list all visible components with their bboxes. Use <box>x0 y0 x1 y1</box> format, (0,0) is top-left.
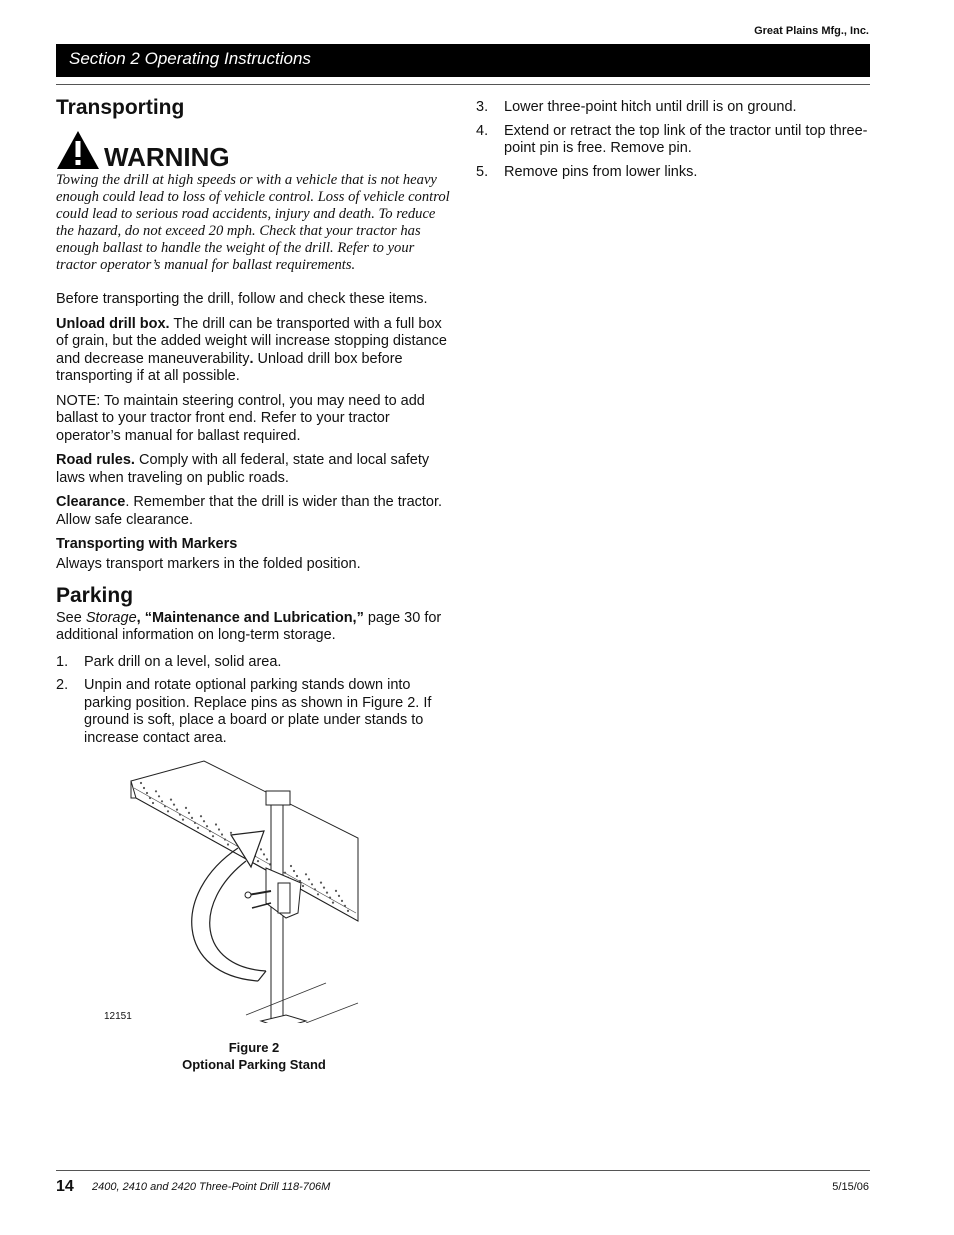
road-rules-text: Comply with all federal, state and local safety laws when traveling on public roads. <box>56 452 430 486</box>
step-number: 3. <box>476 99 489 115</box>
frame-hole <box>284 872 286 874</box>
frame-hole <box>344 905 346 907</box>
unload-text-1: The drill can be transported with a full box of grain, but the added weight will increase stopping distance and decrease maneuverability <box>56 315 447 367</box>
parking-stand-illustration <box>126 753 366 1023</box>
frame-hole <box>311 883 313 885</box>
parking-steps-list <box>56 654 452 748</box>
list-item <box>476 164 870 182</box>
unload-text-2: Unload drill box before transporting if at all possible. <box>56 350 403 384</box>
step-text: Extend or retract the top link of the tractor until top three-point pin is free. Remove pin. <box>504 122 868 156</box>
figure-id: 12151 <box>104 1011 132 1022</box>
frame-hole <box>185 807 187 809</box>
frame-hole <box>167 810 169 812</box>
frame-hole <box>191 817 193 819</box>
frame-hole <box>194 822 196 824</box>
frame-hole <box>335 890 337 892</box>
transporting-heading: Transporting <box>56 96 185 119</box>
figure-label: Figure 2 <box>228 1040 280 1055</box>
left-column <box>56 96 452 1083</box>
see-text: See <box>56 609 86 626</box>
unload-dot: . <box>249 350 254 367</box>
frame-hole <box>209 830 211 832</box>
frame-hole <box>143 787 145 789</box>
frame-hole <box>290 865 292 867</box>
warning-label: WARNING <box>104 142 230 172</box>
step-number: 5. <box>476 163 489 180</box>
warning-text: Towing the drill at high speeds or with a vehicle that is not heavy enough could lead to loss of vehicle control. Loss of vehicle control could lead to serious road accidents, injury and death. To reduce the hazard, do not exceed 20 mph. Check that your tractor has enough ballast to handle the weight of the drill. Refer to your tractor operator’s manual for ballast requirements. <box>56 172 450 273</box>
ref-comma: , <box>136 609 145 626</box>
frame-hole <box>203 820 205 822</box>
clearance-paragraph <box>56 494 452 529</box>
storage-ref: Storage <box>85 609 137 626</box>
frame-hole <box>212 835 214 837</box>
list-item <box>476 99 870 117</box>
frame-hole <box>170 799 172 801</box>
transport-intro: Before transporting the drill, follow and check these items. <box>56 291 428 307</box>
frame-hole <box>200 815 202 817</box>
frame-hole <box>206 825 208 827</box>
frame-hole <box>326 892 328 894</box>
footer-rule <box>56 1170 870 1171</box>
frame-hole <box>224 838 226 840</box>
frame-hole <box>320 882 322 884</box>
header-rule <box>56 84 870 85</box>
unload-paragraph <box>56 316 452 386</box>
frame-hole <box>329 897 331 899</box>
frame-hole <box>197 827 199 829</box>
frame-hole <box>146 792 148 794</box>
frame-hole <box>305 873 307 875</box>
frame-hole <box>221 833 223 835</box>
list-item <box>56 654 452 672</box>
frame-hole <box>302 885 304 887</box>
warning-header <box>56 126 452 170</box>
frame-hole <box>182 819 184 821</box>
frame-hole <box>308 878 310 880</box>
frame-hole <box>149 797 151 799</box>
step-text: Lower three-point hitch until drill is on ground. <box>504 99 797 115</box>
frame-hole <box>176 809 178 811</box>
frame-hole <box>317 893 319 895</box>
parking-heading: Parking <box>56 583 134 607</box>
frame-hole <box>164 805 166 807</box>
figure-2 <box>56 753 452 1083</box>
frame-hole <box>323 887 325 889</box>
document-date: 5/15/06 <box>832 1181 869 1193</box>
warning-triangle-icon <box>56 130 100 170</box>
frame-hole <box>227 843 229 845</box>
markers-text: Always transport markers in the folded position. <box>56 556 361 572</box>
frame-hole <box>161 800 163 802</box>
unload-label: Unload drill box. <box>56 315 170 332</box>
frame-hole <box>140 782 142 784</box>
list-item <box>56 677 452 747</box>
company-name: Great Plains Mfg., Inc. <box>754 25 869 37</box>
step-text: Unpin and rotate optional parking stands down into parking position. Replace pins as shown in Figure 2. If ground is soft, place a board or plate under stands to increase contact area. <box>84 677 432 746</box>
see-rest-text: page 30 for additional information on long-term storage. <box>56 609 442 643</box>
frame-hole <box>263 853 265 855</box>
right-column <box>476 99 870 187</box>
clearance-label: Clearance <box>56 494 126 510</box>
parking-steps-continued <box>476 99 870 181</box>
frame-hole <box>266 858 268 860</box>
frame-hole <box>230 832 232 834</box>
document-title: 2400, 2410 and 2420 Three-Point Drill 118-706M <box>92 1181 331 1193</box>
road-rules-label: Road rules. <box>56 452 135 468</box>
frame-hole <box>188 812 190 814</box>
frame-hole <box>257 860 259 862</box>
figure-caption-text: Optional Parking Stand <box>182 1057 326 1072</box>
frame-hole <box>341 900 343 902</box>
step-number: 4. <box>476 122 489 139</box>
frame-hole <box>260 848 262 850</box>
step-text: Park drill on a level, solid area. <box>84 653 282 670</box>
markers-heading: Transporting with Markers <box>56 536 238 552</box>
frame-hole <box>293 870 295 872</box>
section-header-bar <box>56 44 870 77</box>
parking-intro <box>56 610 452 645</box>
frame-hole <box>158 795 160 797</box>
section-title: Section 2 Operating Instructions <box>69 49 311 68</box>
maintenance-ref: “Maintenance and Lubrication,” <box>144 609 364 626</box>
frame-hole <box>218 828 220 830</box>
frame-hole <box>338 895 340 897</box>
frame-hole <box>347 910 349 912</box>
step-number: 1. <box>56 653 69 670</box>
frame-hole <box>173 804 175 806</box>
frame-hole <box>152 802 154 804</box>
step-number: 2. <box>56 677 69 693</box>
step-text: Remove pins from lower links. <box>504 163 698 180</box>
frame-hole <box>332 902 334 904</box>
road-rules-paragraph <box>56 452 452 487</box>
frame-hole <box>179 814 181 816</box>
frame-hole <box>215 823 217 825</box>
frame-hole <box>314 888 316 890</box>
figure-caption <box>56 1039 452 1073</box>
page-number: 14 <box>56 1178 74 1195</box>
clearance-text: . Remember that the drill is wider than the tractor. Allow safe clearance. <box>56 494 443 528</box>
frame-hole <box>155 790 157 792</box>
ballast-note: NOTE: To maintain steering control, you may need to add ballast to your tractor front end. Refer to your tractor operator’s manual for ballast required. <box>56 392 425 444</box>
frame-hole <box>296 875 298 877</box>
list-item <box>476 123 870 158</box>
